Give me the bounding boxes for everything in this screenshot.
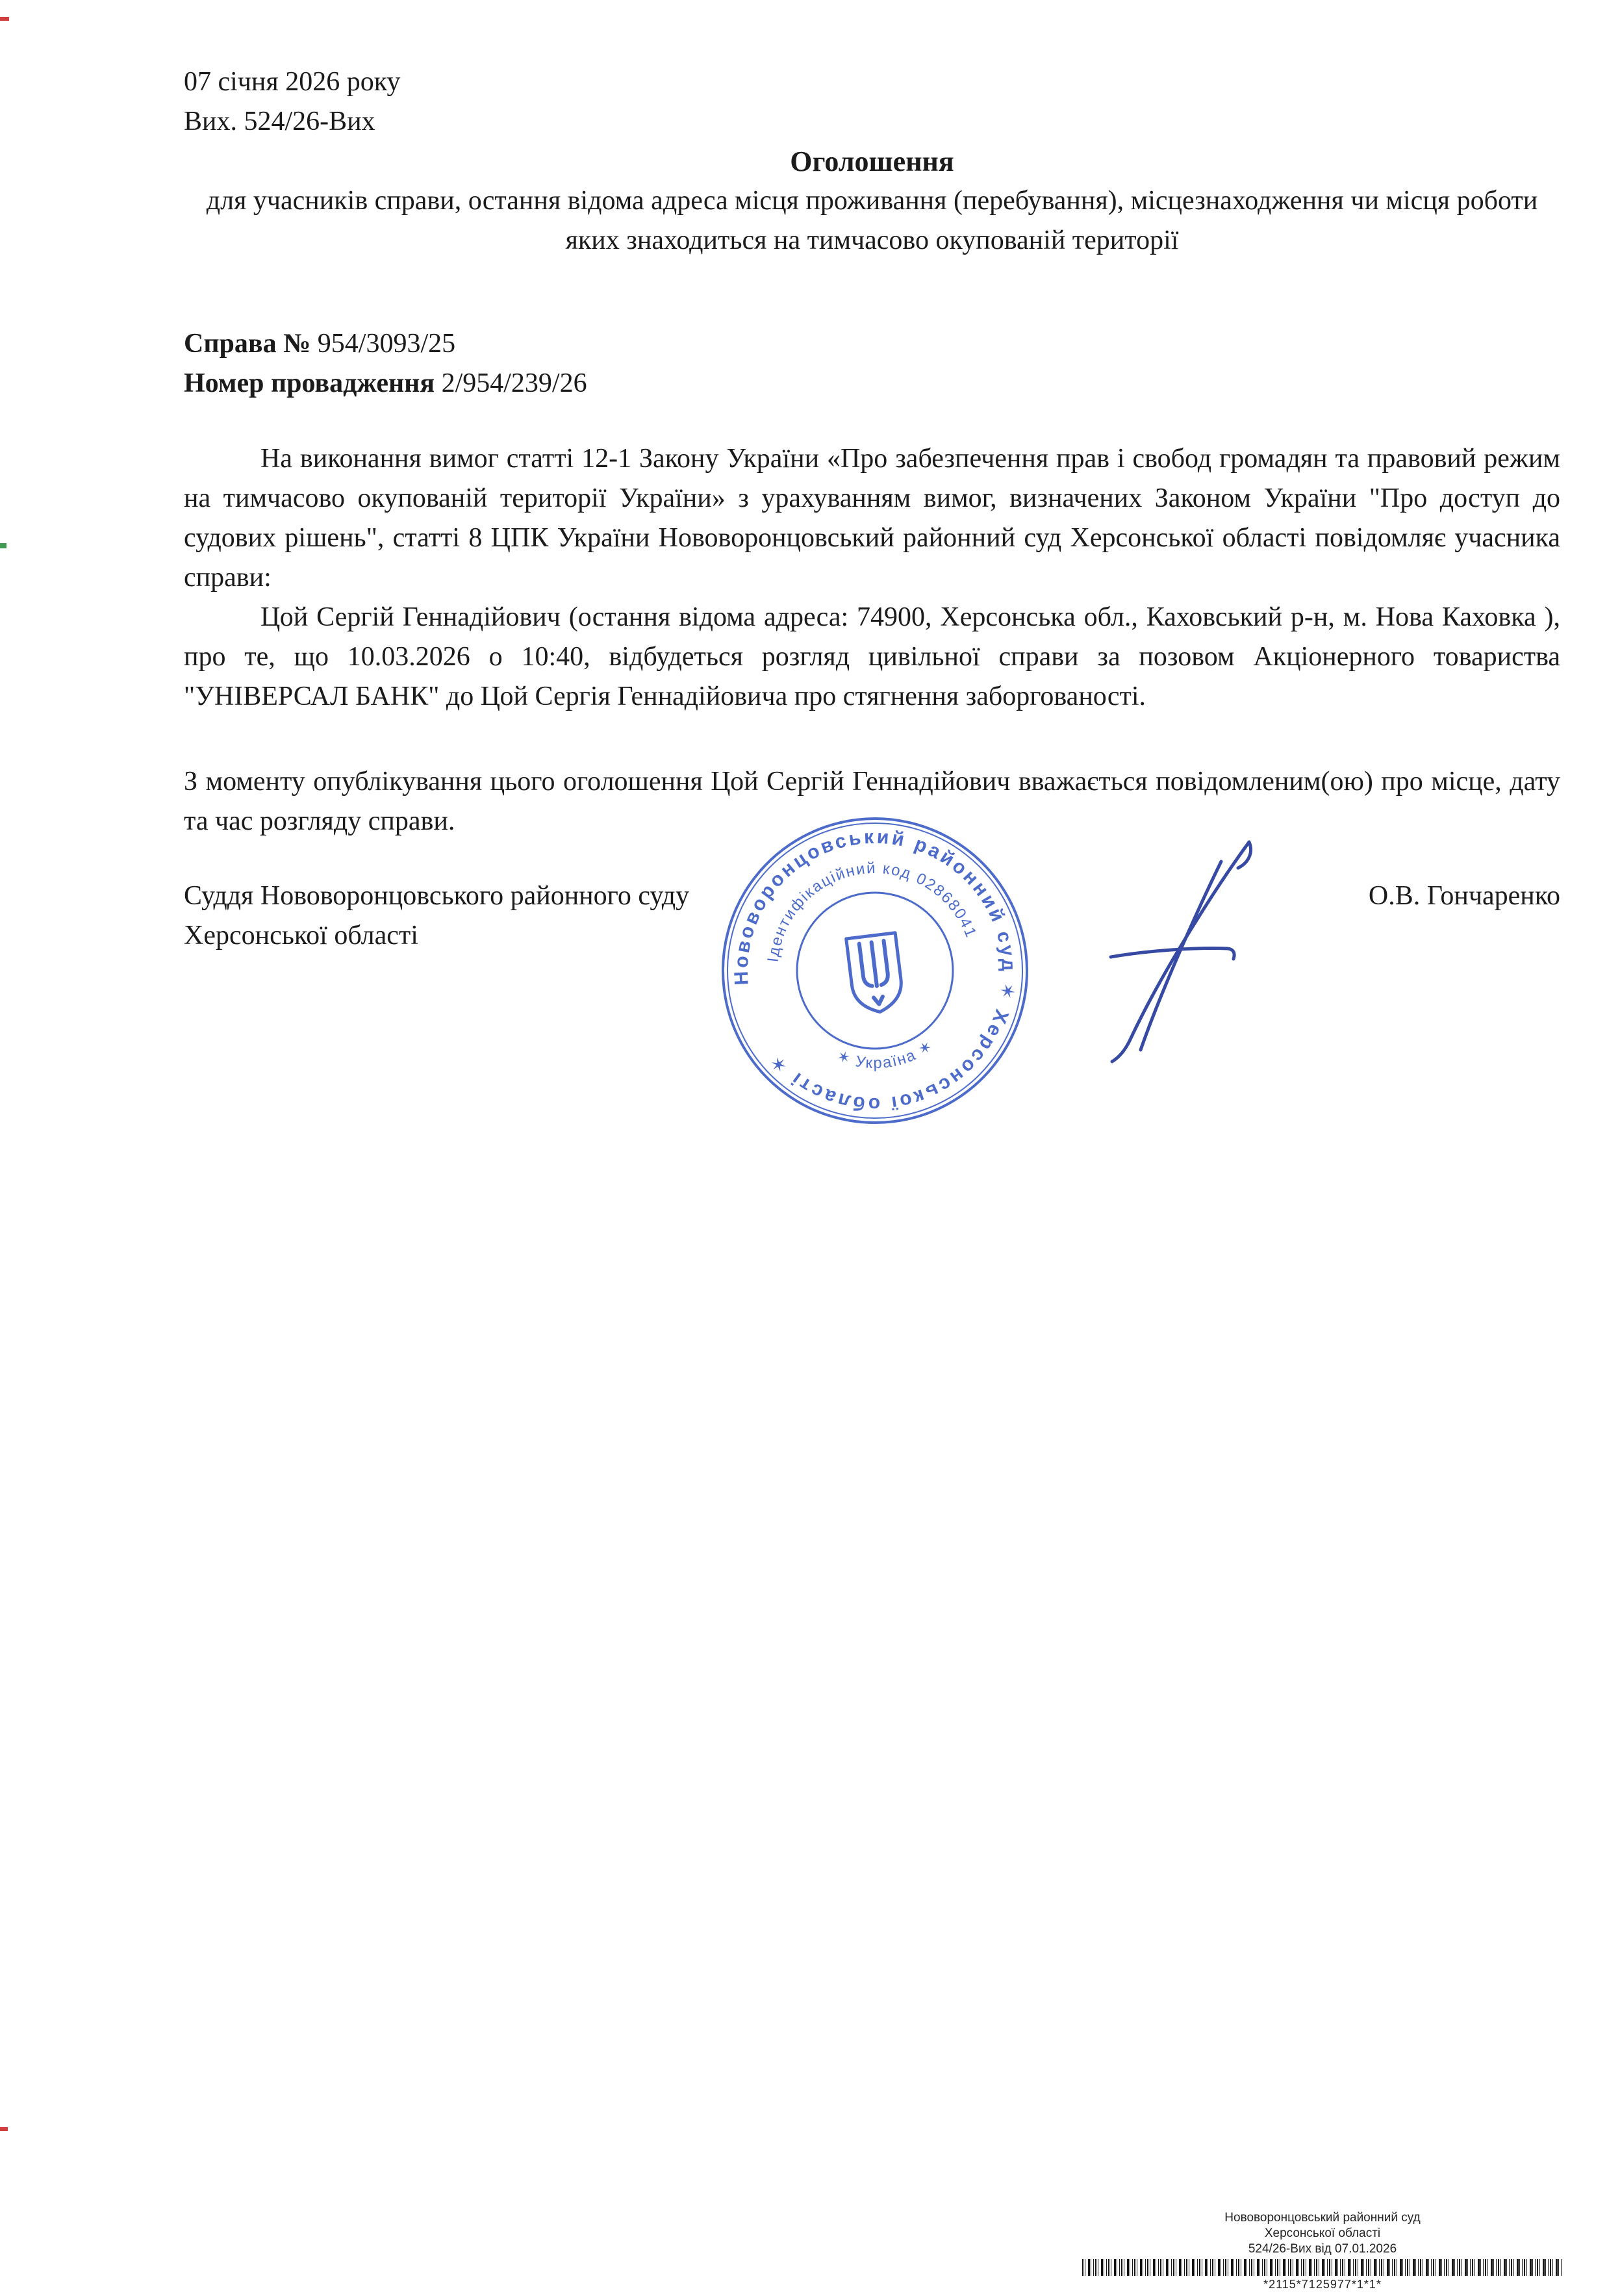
document-subtitle: для учасників справи, остання відома адреса місця проживання (перебування), місцезнаходження чи місця роботи яких знаходиться на тимчасово окупованій території (206, 186, 1538, 255)
document-title: Оголошення (790, 146, 954, 177)
date-line: 07 січня 2026 року (184, 67, 401, 97)
seal-outer-text: Нововоронцовський районний суд ✶ Херсонської області ✶ (730, 826, 1020, 1116)
scan-artifact (0, 17, 9, 21)
judge-title-line2: Херсонської області (184, 921, 418, 950)
paragraph-hearing-details: Цой Сергій Геннадійович (остання відома адреса: 74900, Херсонська обл., Каховський р-н, м. Нова Каховка ), про те, що 10.03.2026 о 10:40, відбудеться розгляд цивільної справи за позовом Акціонерного товариства "УНІВЕРСАЛ БАНК" до Цой Сергія Геннадійовича про стягнення заборгованості. (184, 602, 1560, 711)
paragraph-legal-basis: На виконання вимог статті 12-1 Закону України «Про забезпечення прав і свобод громадян та правовий режим на тимчасово окупованій території України» з урахуванням вимог, визначених Законом України "Про доступ до судових рішень", статті 8 ЦПК України Нововоронцовський районний суд Херсонської області повідомляє учасника справи: (184, 444, 1560, 593)
proceeding-label: Номер провадження (184, 368, 435, 398)
case-label: Справа № (184, 329, 311, 359)
case-number-line (184, 324, 1560, 364)
trident-icon (846, 933, 905, 1015)
seal-country-text: ✶ Україна ✶ (834, 1036, 937, 1073)
footer-court-region: Херсонської області (1264, 2226, 1381, 2240)
judge-title (184, 876, 689, 956)
scan-artifact (0, 2127, 8, 2131)
proceeding-number: 2/954/239/26 (441, 368, 587, 398)
barcode-caption: *2115*7125977*1*1* (1263, 2278, 1382, 2291)
outgoing-ref: Вих. 524/26-Вих (184, 107, 375, 136)
footer-court-name: Нововоронцовський районний суд (1224, 2211, 1421, 2225)
signature-strokes (1111, 842, 1251, 1062)
seal-id-code-text: Ідентифікаційний код 02868041 (764, 859, 980, 963)
registration-stamp (1082, 2210, 1563, 2292)
signature-svg (1051, 824, 1291, 1084)
case-number: 954/3093/25 (317, 329, 456, 359)
judge-handwritten-signature (1051, 824, 1291, 1084)
footer-ref-date: 524/26-Вих від 07.01.2026 (1248, 2242, 1397, 2256)
judge-title-line1: Суддя Нововоронцовського районного суду (184, 881, 690, 911)
barcode (1082, 2259, 1563, 2276)
document-meta (184, 62, 1560, 142)
svg-text:✶ Україна ✶ (833, 1036, 939, 1077)
scan-artifact (0, 543, 6, 548)
court-seal-svg (700, 795, 1050, 1145)
paragraph-notification: З моменту опублікування цього оголошення Цой Сергій Геннадійович вважається повідомленим(ою) про місце, дату та час розгляду справи. (184, 767, 1560, 836)
proceeding-number-line (184, 364, 1560, 403)
judge-name: О.В. Гончаренко (1368, 881, 1560, 911)
court-seal-stamp (700, 795, 1050, 1145)
